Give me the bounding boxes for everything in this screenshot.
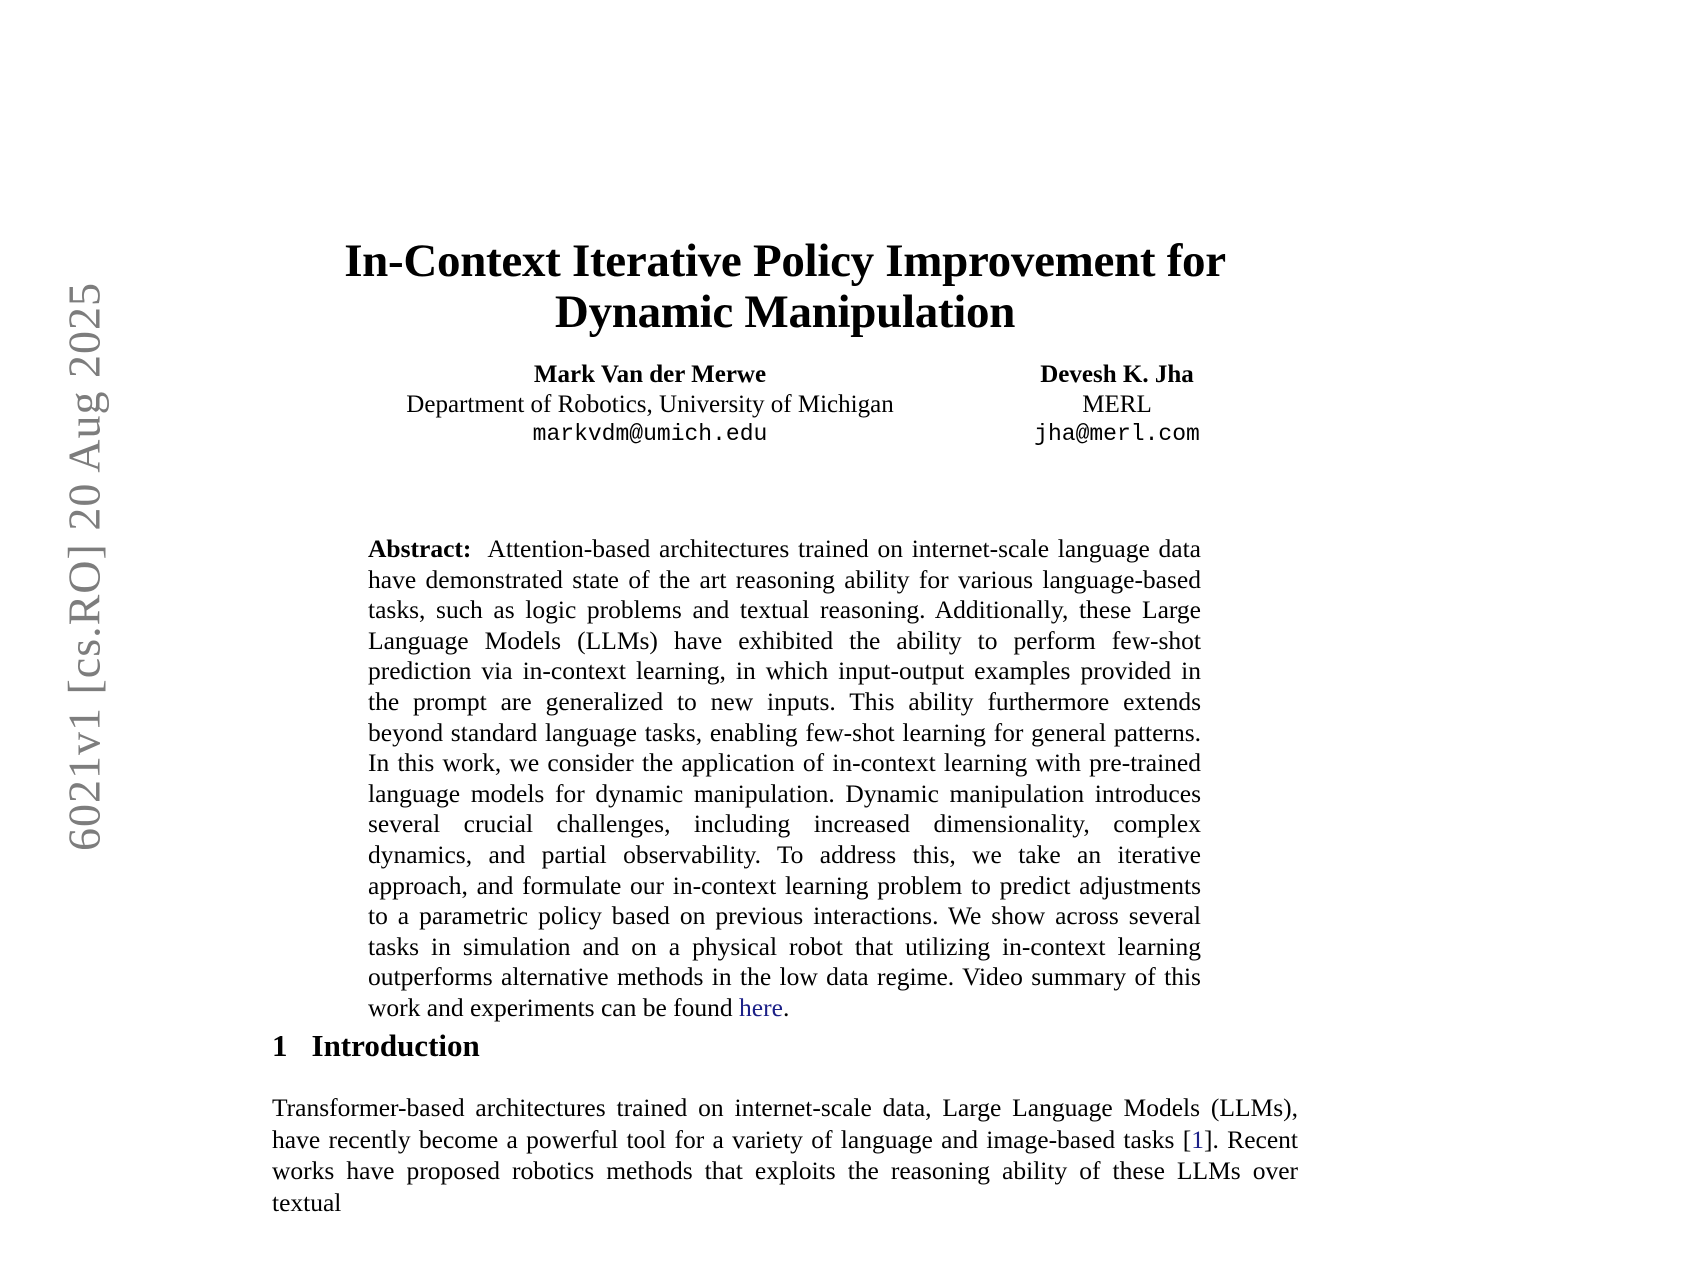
author-name: Devesh K. Jha [1040,361,1194,388]
abstract-label: Abstract: [368,534,472,563]
author-block-1 [370,360,930,450]
intro-text-after-citation: . Recent works have proposed robotics methods that exploits the reasoning ability of these LLMs over textual [272,1124,1298,1217]
author-email: jha@merl.com [1034,421,1200,447]
page-title: In-Context Iterative Policy Improvement for Dynamic Manipulation [344,235,1226,339]
author-affiliation: Department of Robotics, University of Michigan [406,390,894,418]
section-number: 1 [272,1028,288,1063]
citation-bracket-close: ] [1204,1124,1213,1154]
abstract-trailing-text: . [782,992,790,1022]
section-title: Introduction [311,1028,480,1063]
author-name: Mark Van der Merwe [533,361,767,388]
author-list [270,360,1300,450]
citation-link-1[interactable]: 1 [1191,1124,1204,1154]
section-heading-introduction [272,1028,480,1064]
intro-text-before-citation: Transformer-based architectures trained on internet-scale data, Large Language Models (LLMs), have recently become a powerful tool for a variety of language and image-based tasks [272,1093,1298,1154]
author-affiliation: MERL [1082,390,1152,418]
abstract-section [368,534,1201,1024]
arxiv-identifier-stamp: 6021v1 [cs.RO] 20 Aug 2025 [58,281,110,852]
abstract-body-text: Attention-based architectures trained on internet-scale language data have demonstrated state of the art reasoning ability for various language-based tasks, such as logic problems and textual reasoning. Additionally, these Large Language Models (LLMs) have exhibited the ability to perform few-shot prediction via in-context learning, in which input-output examples provided in the prompt are generalized to new inputs. This ability furthermore extends beyond standard language tasks, enabling few-shot learning for general patterns. In this work, we consider the application of in-context learning with pre-trained language models for dynamic manipulation. Dynamic manipulation introduces several crucial challenges, including increased dimensionality, complex dynamics, and partial observability. To address this, we take an iterative approach, and formulate our in-context learning problem to predict adjustments to a parametric policy based on previous interactions. We show across several tasks in simulation and on a physical robot that utilizing in-context learning outperforms alternative methods in the low data regime. Video summary of this work and experiments can be found [368,534,1201,1022]
author-email: markvdm@umich.edu [532,421,768,447]
video-summary-link[interactable]: here [739,992,783,1022]
introduction-paragraph [272,1092,1298,1218]
abstract-spacer [471,534,487,563]
citation-bracket-open: [ [1182,1124,1192,1154]
author-block-2 [952,360,1282,450]
